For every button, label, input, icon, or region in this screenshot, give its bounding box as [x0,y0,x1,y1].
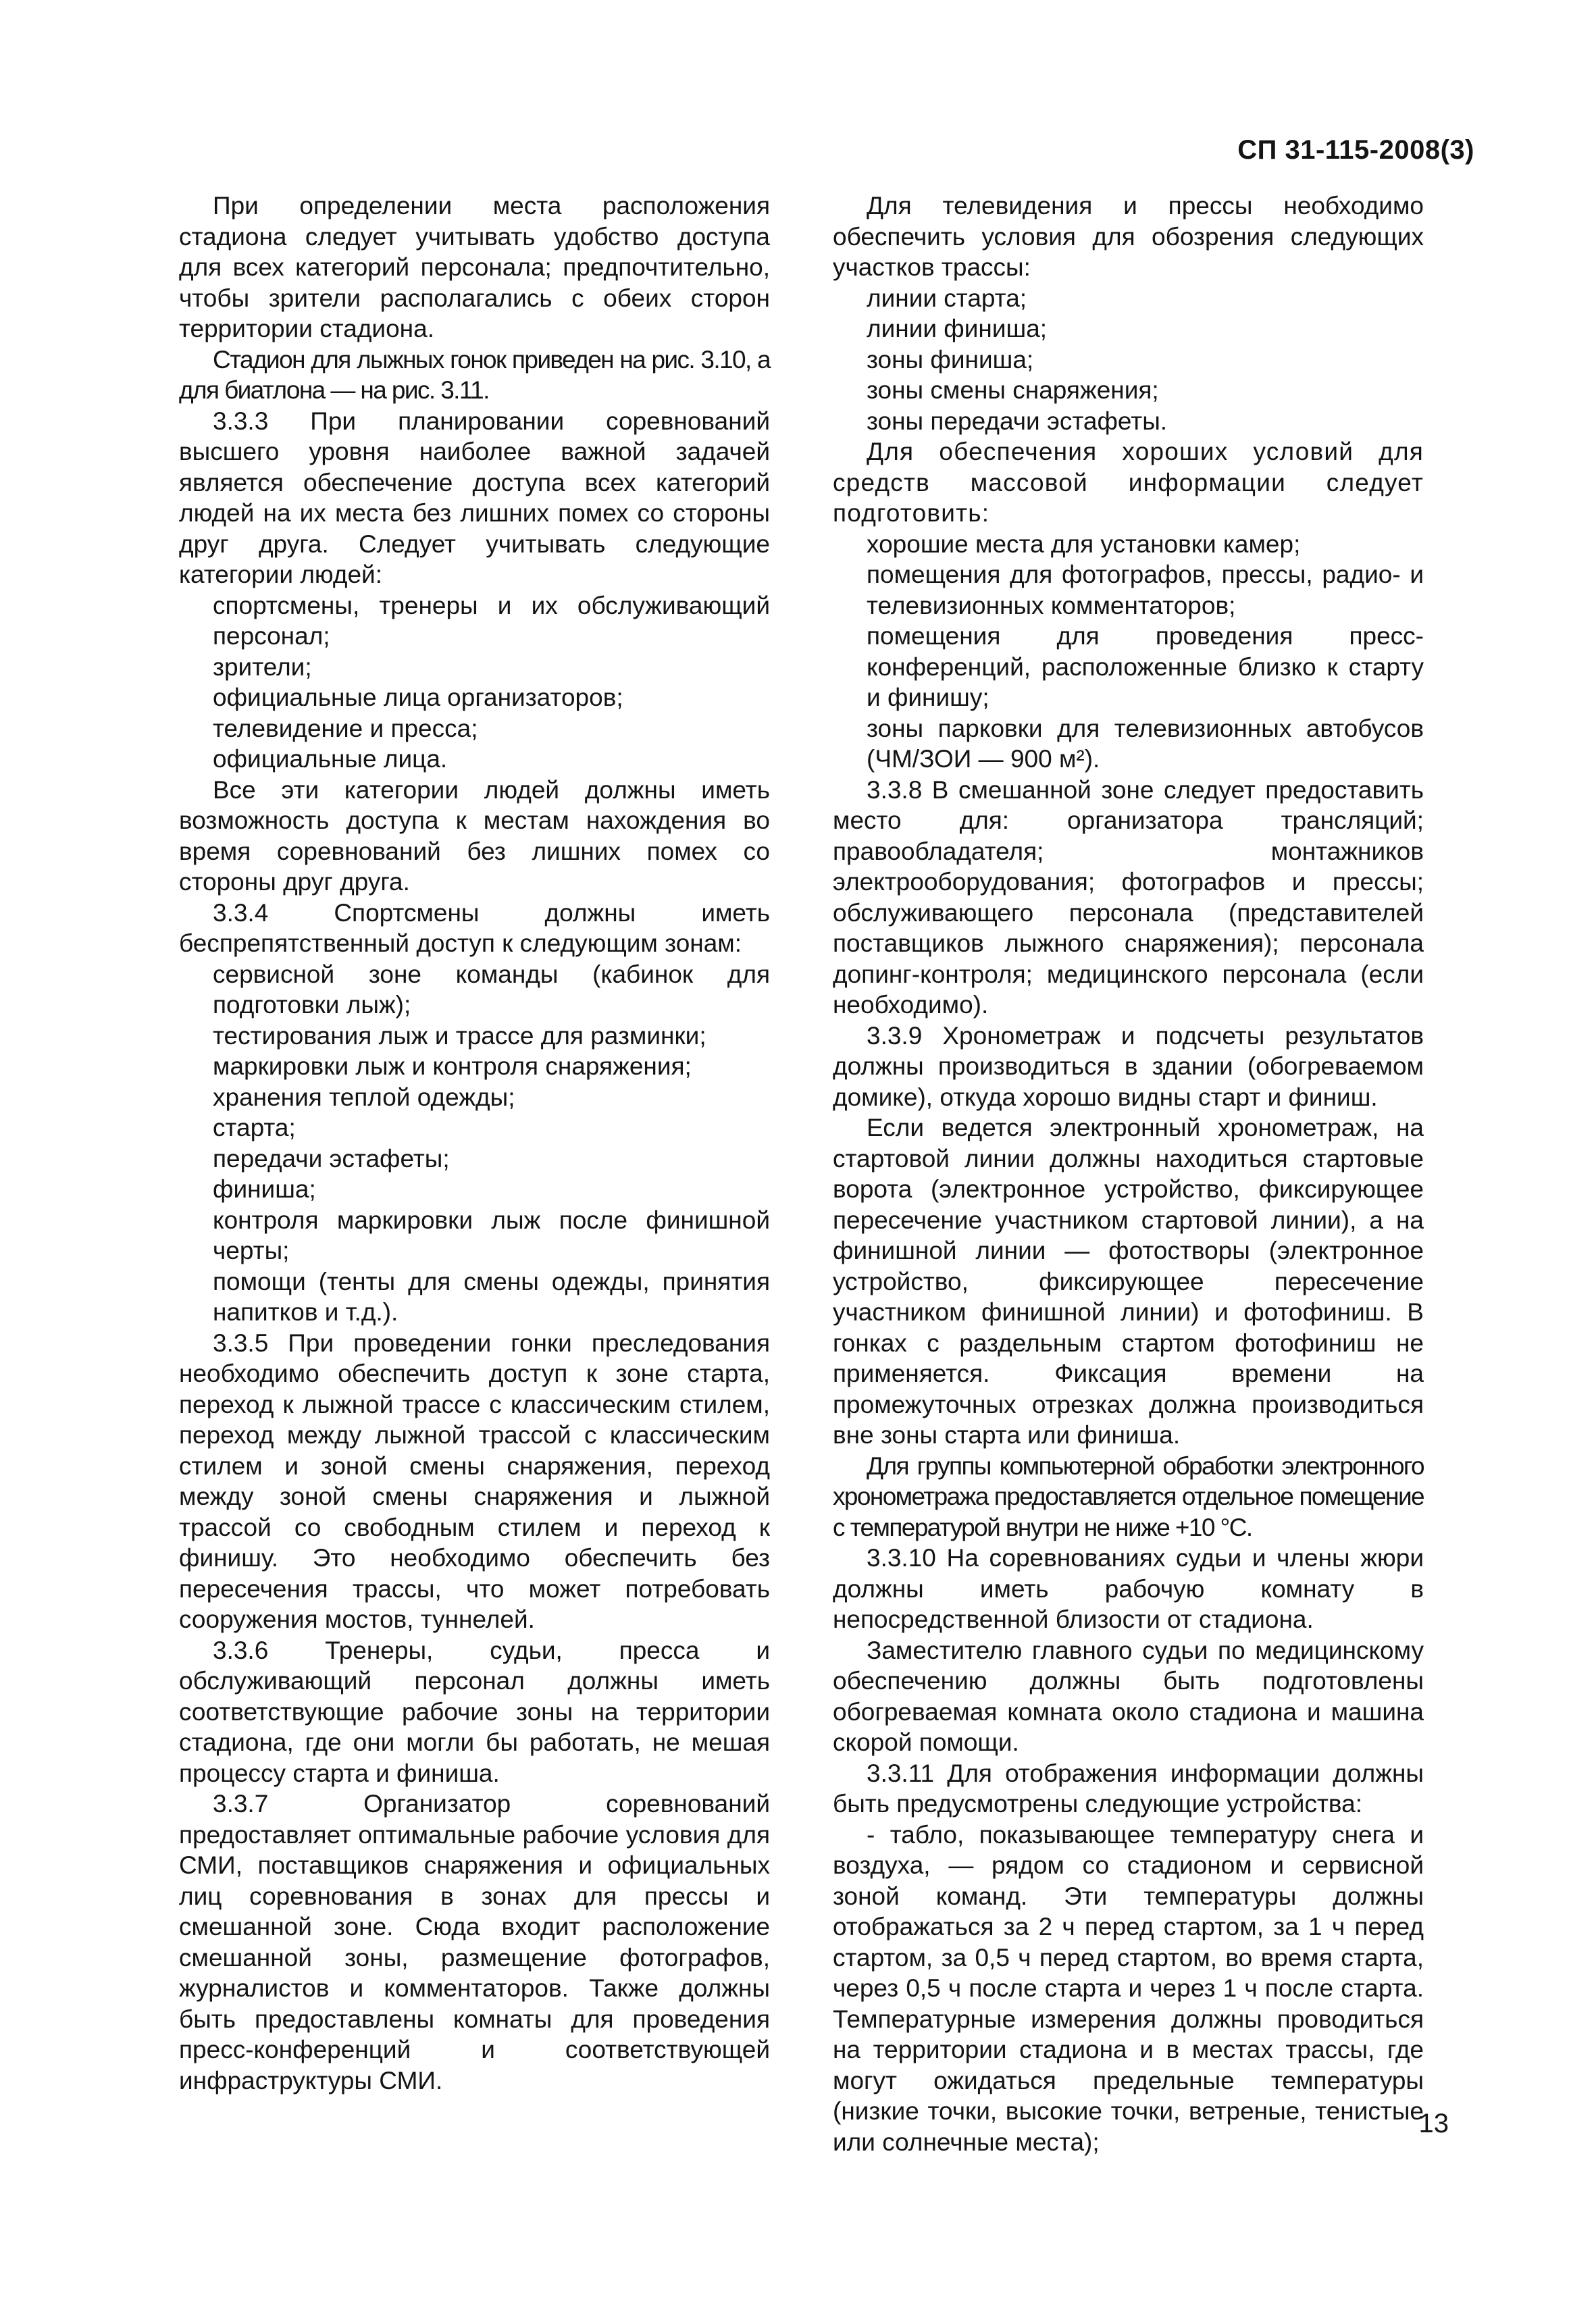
paragraph: 3.3.11 Для отображения информации должны быть предусмотрены следующие устройства: [833,1759,1424,1818]
list-item: зоны смены снаряжения; [867,376,1159,404]
paragraph: Заместителю главного судьи по медицинскому обеспечению должны быть подготовлены обогреваемая комната около стадиона и машина скорой помощи. [833,1636,1424,1756]
left-text-column [179,190,770,2096]
paragraph: 3.3.8 В смешанной зоне следует предоставить место для: организатора трансляций; правообладателя; монтажников электрооборудования; фотографов и прессы; обслуживающего персонала (представителей поставщиков лыжного снаряжения); персонала допинг-контроля; медицинского персонала (если необходимо). [833,775,1424,1019]
paragraph: 3.3.6 Тренеры, судьи, пресса и обслуживающий персонал должны иметь соответствующие рабочие зоны на территории стадиона, где они могли бы работать, не мешая процессу старта и финиша. [179,1636,770,1787]
paragraph: Если ведется электронный хронометраж, на стартовой линии должны находиться стартовые ворота (электронное устройство, фиксирующее пересечение участником стартовой линии), а на финишной линии — фотостворы (электронное устройство, фиксирующее пересечение участником финишной линии) и фотофиниш. В гонках с раздельным стартом фотофиниш не применяется. Фиксация времени на промежуточных отрезках должна производиться вне зоны старта или финиша. [833,1114,1424,1449]
paragraph: 3.3.3 При планировании соревнований высшего уровня наиболее важной задачей является обеспечение доступа всех категорий людей на их места без лишних помех со стороны друг друга. Следует учитывать следующие категории людей: [179,407,770,588]
paragraph: 3.3.7 Организатор соревнований предоставляет оптимальные рабочие условия для СМИ, поставщиков снаряжения и официальных лиц соревнования в зонах для прессы и смешанной зоне. Сюда входит расположение смешанной зоны, размещение фотографов, журналистов и комментаторов. Также должны быть предоставлены комнаты для проведения пресс-конференций и соответствующей инфраструктуры СМИ. [179,1790,770,2094]
page-number: 13 [1418,2109,1449,2138]
list-item: маркировки лыж и контроля снаряжения; [213,1052,692,1080]
paragraph: 3.3.9 Хронометраж и подсчеты результатов должны производиться в здании (обогреваемом домике), откуда хорошо видны старт и финиш. [833,1021,1424,1111]
list-item: зоны финиша; [867,345,1034,374]
list-item: зрители; [213,652,312,681]
paragraph: 3.3.10 На соревнованиях судьи и члены жюри должны иметь рабочую комнату в непосредственной близости от стадиона. [833,1544,1424,1633]
paragraph: Для телевидения и прессы необходимо обеспечить условия для обозрения следующих участков трассы: [833,192,1424,281]
list-item: телевидение и пресса; [213,714,478,742]
list-item: линии старта; [867,284,1027,312]
list-item: передачи эстафеты; [213,1144,450,1173]
list-item: хранения теплой одежды; [213,1083,515,1111]
list-item: контроля маркировки лыж после финишной черты; [213,1206,770,1264]
list-item: зоны передачи эстафеты. [867,407,1168,435]
list-item: официальные лица. [213,745,448,773]
list-item: помещения для проведения пресс-конференций, расположенные близко к старту и финишу; [867,622,1424,711]
right-text-column [833,190,1424,2157]
paragraph: При определении места расположения стадиона следует учитывать удобство доступа для всех категорий персонала; предпочтительно, чтобы зрители располагались с обеих сторон территории стадиона. [179,192,770,342]
list-item: помощи (тенты для смены одежды, принятия напитков и т.д.). [213,1267,770,1326]
list-item: хорошие места для установки камер; [867,530,1301,558]
list-item: старта; [213,1114,296,1141]
paragraph: Стадион для лыжных гонок приведен на рис. 3.10, а для биатлона — на рис. 3.11. [179,345,770,404]
document-code-header: СП 31-115-2008(3) [1237,135,1474,165]
paragraph: 3.3.4 Спортсмены должны иметь беспрепятственный доступ к следующим зонам: [179,898,770,957]
list-item: зоны парковки для телевизионных автобусов (ЧМ/ЗОИ — 900 м²). [867,714,1424,773]
list-item: тестирования лыж и трассе для разминки; [213,1021,706,1050]
paragraph: 3.3.5 При проведении гонки преследования необходимо обеспечить доступ к зоне старта, переход к лыжной трассе с классическим стилем, переход между лыжной трассой с классическим стилем и зоной смены снаряжения, переход между зоной смены снаряжения и лыжной трассой со свободным стилем и переход к финишу. Это необходимо обеспечить без пересечения трассы, что может потребовать сооружения мостов, туннелей. [179,1329,770,1633]
list-item: линии финиша; [867,315,1048,342]
paragraph: Для обеспечения хороших условий для средств массовой информации следует подготовить: [833,438,1424,527]
list-item: сервисной зоне команды (кабинок для подготовки лыж); [213,960,770,1019]
list-item: помещения для фотографов, прессы, радио- и телевизионных комментаторов; [867,561,1424,619]
paragraph: Все эти категории людей должны иметь возможность доступа к местам нахождения во время соревнований без лишних помех со стороны друг друга. [179,775,770,896]
list-item: финиша; [213,1175,316,1203]
paragraph: Для группы компьютерной обработки электронного хронометража предоставляется отдельное помещение с температурой внутри не ниже +10 °С. [833,1451,1424,1541]
list-item: официальные лица организаторов; [213,684,623,711]
list-item: спортсмены, тренеры и их обслуживающий персонал; [213,591,770,650]
paragraph: - табло, показывающее температуру снега и воздуха, — рядом со стадионом и сервисной зоной команд. Эти температуры должны отображаться за 2 ч перед стартом, за 1 ч перед стартом, за 0,5 ч перед стартом, во время старта, через 0,5 ч после старта и через 1 ч после старта. Температурные измерения должны проводиться на территории стадиона и в местах трассы, где могут ожидаться предельные температуры (низкие точки, высокие точки, ветреные, тенистые или солнечные места); [833,1820,1424,2156]
